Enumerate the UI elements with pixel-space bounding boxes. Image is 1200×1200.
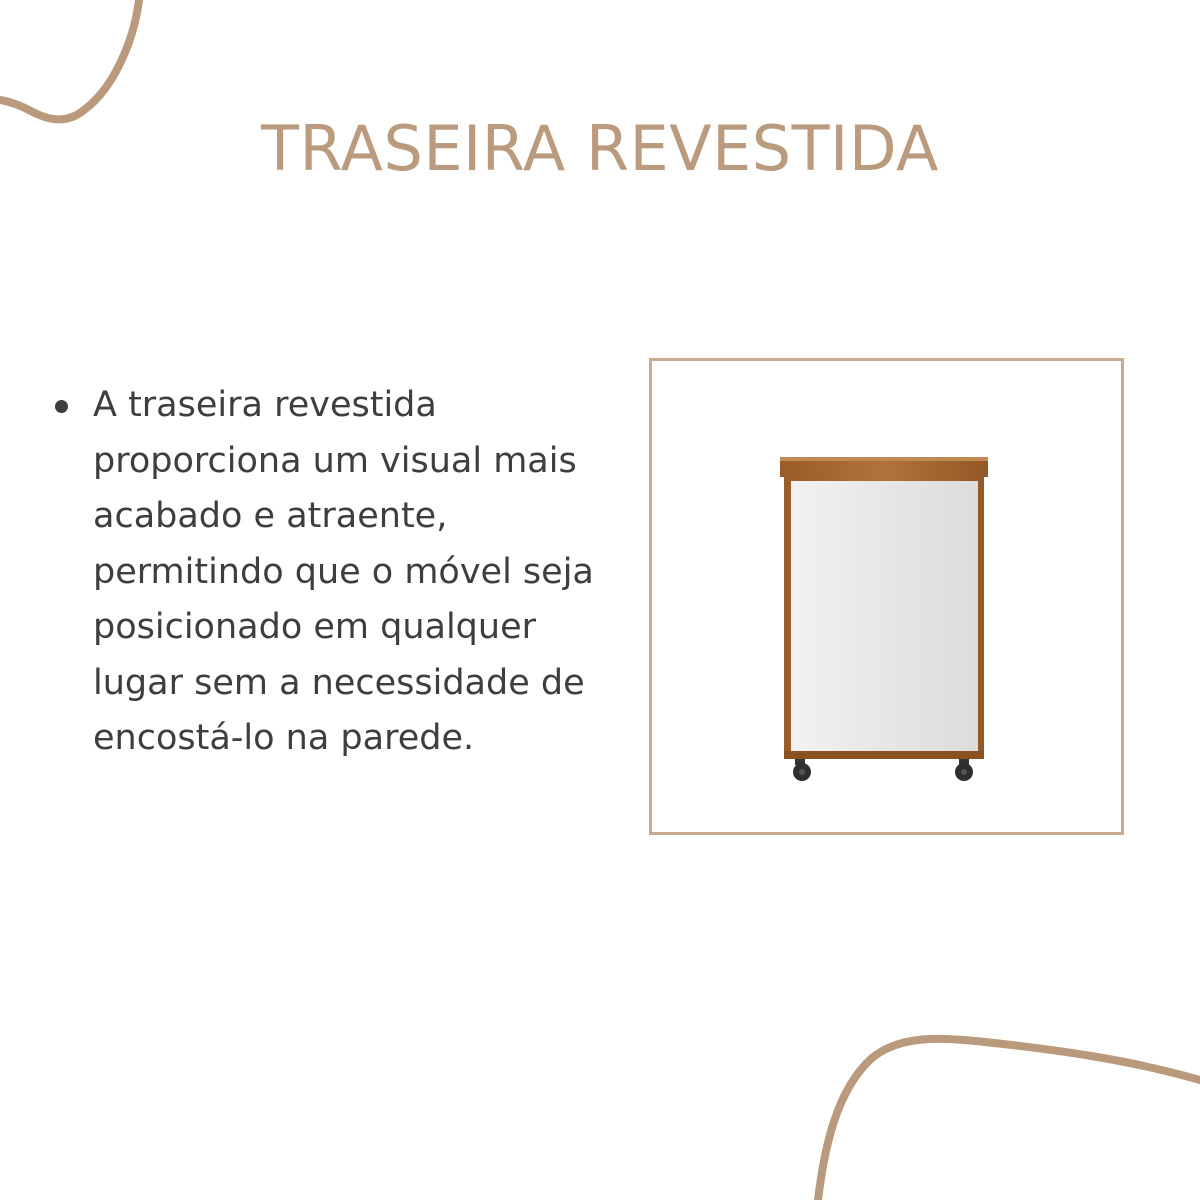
cabinet-product-image: [652, 361, 1121, 832]
bullet-point: [55, 400, 68, 413]
bottom-right-curve: [818, 1039, 1200, 1200]
bullet-list: [55, 378, 615, 767]
cabinet-top-edge: [780, 457, 988, 461]
cabinet-top: [780, 459, 988, 477]
cabinet-base: [784, 751, 984, 759]
top-left-curve: [0, 0, 139, 119]
description-text: A traseira revestida proporciona um visual mais acabado e atraente, permitindo que o móvel seja posicionado em qualquer lugar sem a necessidade de encostá-lo na parede.: [93, 385, 594, 758]
cabinet-rear-panel: [791, 481, 978, 751]
caster-left: [793, 759, 811, 781]
product-image-frame: [649, 358, 1124, 835]
caster-right: [955, 759, 973, 781]
page-title: TRASEIRA REVESTIDA: [261, 112, 939, 185]
